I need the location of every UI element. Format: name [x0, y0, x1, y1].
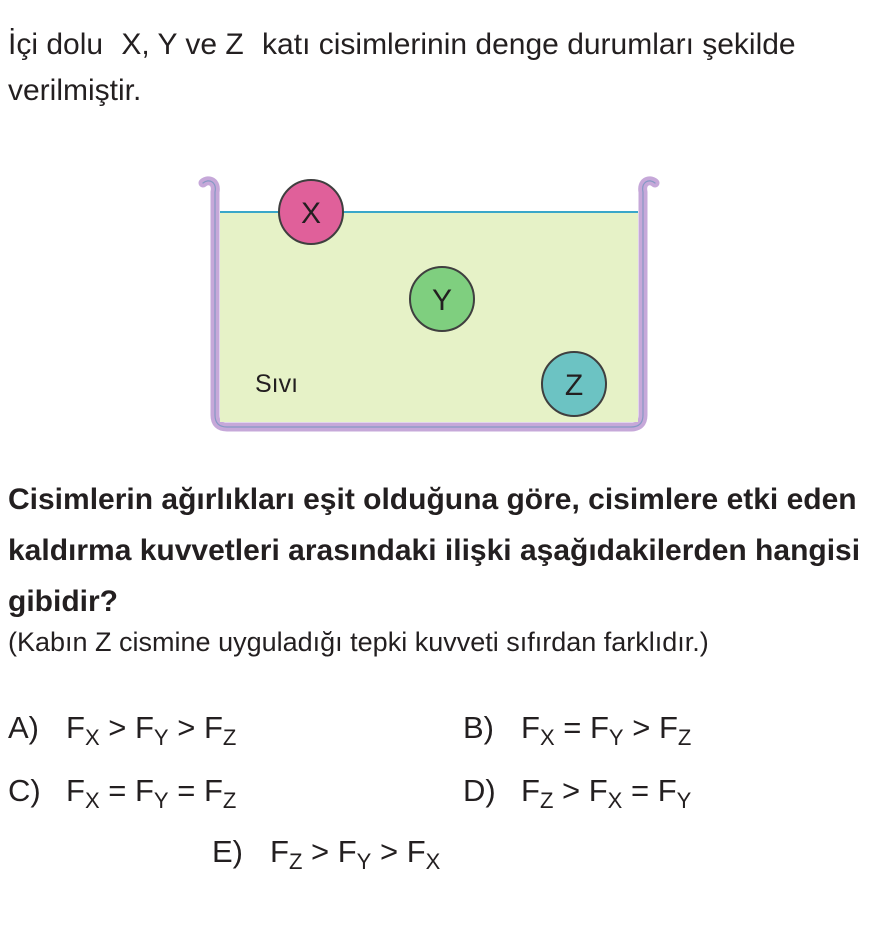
object-z-label: Z — [564, 369, 584, 402]
option-e-op1: > — [302, 834, 338, 869]
option-e-sub1: Z — [288, 849, 303, 874]
option-d-op2: = — [622, 773, 658, 808]
option-a-op1: > — [99, 710, 135, 745]
intro-part-2: X, Y ve Z — [121, 28, 244, 61]
option-c-sub2: Y — [153, 788, 169, 813]
liquid-label: Sıvı — [255, 370, 299, 398]
option-c-sub3: Z — [222, 788, 237, 813]
option-b-letter: B) — [463, 710, 494, 745]
option-d-sub1: Z — [539, 788, 554, 813]
option-d-letter: D) — [463, 773, 496, 808]
option-c-sub1: X — [84, 788, 100, 813]
option-d-op1: > — [553, 773, 589, 808]
option-e[interactable] — [212, 832, 440, 872]
option-a-f2: F — [134, 710, 154, 745]
option-c[interactable] — [8, 771, 236, 811]
intro-part-3: katı cisimlerinin denge durumları şekilde verilmiştir. — [8, 28, 796, 107]
option-a-letter: A) — [8, 710, 39, 745]
option-e-f1: F — [270, 834, 289, 869]
object-x — [279, 180, 343, 244]
option-b-sub2: Y — [608, 725, 624, 750]
option-e-f2: F — [337, 834, 357, 869]
object-y-label: Y — [431, 284, 453, 317]
option-d-sub3: Y — [676, 788, 692, 813]
object-z — [542, 352, 606, 416]
option-c-f2: F — [134, 773, 154, 808]
object-y — [410, 267, 474, 331]
option-d[interactable] — [463, 771, 691, 811]
option-a-sub2: Y — [153, 725, 169, 750]
option-d-sub2: X — [607, 788, 623, 813]
option-e-letter: E) — [212, 834, 243, 869]
question-text: Cisimlerin ağırlıkları eşit olduğuna göre, cisimlere etki eden kaldırma kuvvetleri arasındaki ilişki aşağıdakilerden hangisi gibidir? — [8, 483, 861, 618]
option-d-f1: F — [521, 773, 540, 808]
option-c-f3: F — [203, 773, 223, 808]
option-a-sub3: Z — [222, 725, 237, 750]
option-d-f3: F — [657, 773, 677, 808]
option-b-f3: F — [658, 710, 678, 745]
intro-part-1: İçi dolu — [8, 28, 104, 61]
option-c-op2: = — [168, 773, 204, 808]
option-b-op2: > — [623, 710, 659, 745]
option-b-op1: = — [554, 710, 590, 745]
option-a-f1: F — [66, 710, 85, 745]
option-a[interactable] — [8, 708, 236, 748]
object-x-label: X — [300, 197, 322, 230]
option-a-op2: > — [168, 710, 204, 745]
option-e-op2: > — [371, 834, 407, 869]
option-c-letter: C) — [8, 773, 41, 808]
option-b-sub3: Z — [677, 725, 692, 750]
option-b-sub1: X — [539, 725, 555, 750]
option-c-f1: F — [66, 773, 85, 808]
option-b[interactable] — [463, 708, 691, 748]
question-note: (Kabın Z cismine uyguladığı tepki kuvveti sıfırdan farklıdır.) — [8, 627, 709, 657]
option-a-f3: F — [203, 710, 223, 745]
liquid-container-figure — [195, 170, 675, 440]
option-c-op1: = — [99, 773, 135, 808]
option-a-sub1: X — [84, 725, 100, 750]
option-b-f1: F — [521, 710, 540, 745]
option-d-f2: F — [588, 773, 608, 808]
option-b-f2: F — [589, 710, 609, 745]
option-e-sub3: X — [425, 849, 441, 874]
option-e-f3: F — [406, 834, 426, 869]
intro-text — [8, 22, 868, 114]
option-e-sub2: Y — [356, 849, 372, 874]
